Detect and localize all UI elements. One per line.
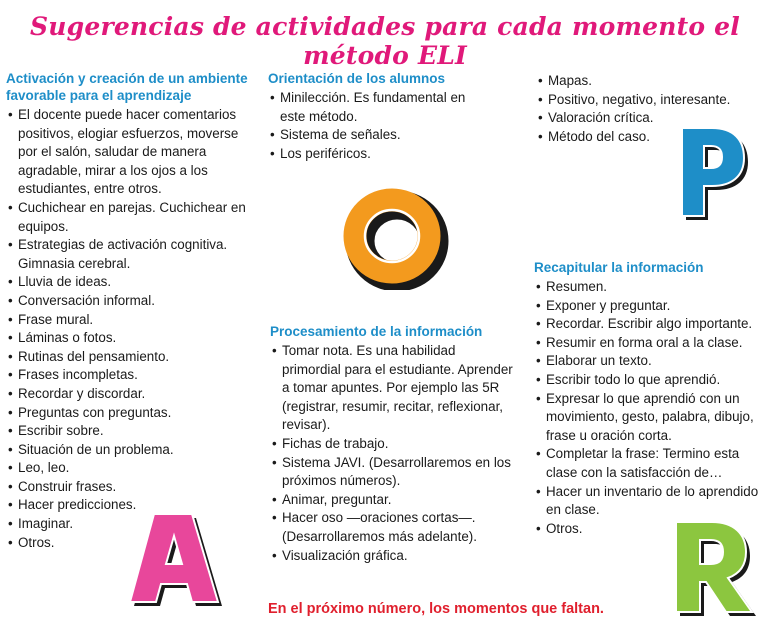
list-item: • Resumen. — [534, 278, 766, 297]
list-item: • Tomar nota. Es una habilidad primordial para el estudiante. Aprender a tomar apuntes. Por ejemplo las 5R (registrar, resumir, recitar, reflexionar, revisar). — [270, 342, 514, 435]
letter-r-graphic — [666, 516, 760, 620]
section-heading-recapitular: Recapitular la información — [534, 260, 704, 275]
list-item: • Leo, leo. — [6, 459, 250, 478]
section-recapitular — [534, 259, 766, 538]
list-item: • Imaginar. — [6, 515, 250, 534]
section-procesamiento — [270, 323, 514, 565]
list-item: • Frases incompletas. — [6, 366, 250, 385]
list-item: • Conversación informal. — [6, 292, 250, 311]
list-item: • Hacer un inventario de lo aprendido en clase. — [534, 483, 766, 520]
list-item: • Recordar y discordar. — [6, 385, 250, 404]
list-item: • Láminas o fotos. — [6, 329, 250, 348]
list-item: • Escribir todo lo que aprendió. — [534, 371, 766, 390]
list-item: • Otros. — [534, 520, 766, 539]
list-item: • Animar, preguntar. — [270, 491, 514, 510]
list-item: • Construir frases. — [6, 478, 250, 497]
page-title: Sugerencias de actividades para cada momento el método ELI — [30, 12, 740, 70]
list-item: • Estrategias de activación cognitiva. Gimnasia cerebral. — [6, 236, 250, 273]
list-item: • Escribir sobre. — [6, 422, 250, 441]
list-item: • Valoración crítica. — [536, 109, 756, 128]
list-item: • Otros. — [6, 534, 250, 553]
letter-r-shape — [676, 522, 752, 612]
list-activacion — [6, 106, 250, 552]
letter-a-shape — [130, 514, 218, 602]
letter-p-graphic — [668, 118, 750, 224]
list-item: • Frase mural. — [6, 311, 250, 330]
list-item: • Preguntas con preguntas. — [6, 404, 250, 423]
list-item: • Resumir en forma oral a la clase. — [534, 334, 766, 353]
list-procesamiento — [270, 342, 514, 565]
list-item: • Completar la frase: Termino esta clase con la satisfacción de… — [534, 445, 766, 482]
list-item: • Rutinas del pensamiento. — [6, 348, 250, 367]
letter-a-graphic — [126, 506, 224, 610]
list-item: • Visualización gráfica. — [270, 547, 514, 566]
list-item: • Expresar lo que aprendió con un movimiento, gesto, palabra, dibujo, frase u oración corta. — [534, 390, 766, 446]
list-recapitular — [534, 278, 766, 538]
list-item: • Positivo, negativo, interesante. — [536, 91, 756, 110]
section-orientacion — [268, 70, 484, 163]
section-heading-activacion: Activación y creación de un ambiente favorable para el aprendizaje — [6, 71, 248, 103]
list-item: • Método del caso. — [536, 128, 756, 147]
footer-note: En el próximo número, los momentos que faltan. — [268, 601, 604, 617]
list-item: • El docente puede hacer comentarios positivos, elogiar esfuerzos, moverse por el salón, saludar de manera agradable, mirar a los ojos a los estudiantes, entre otros. — [6, 106, 250, 199]
list-item: • Minilección. Es fundamental en este método. — [268, 89, 484, 126]
section-heading-orientacion: Orientación de los alumnos — [268, 71, 446, 86]
list-orientacion — [268, 89, 484, 163]
list-item: • Fichas de trabajo. — [270, 435, 514, 454]
list-item: • Sistema JAVI. (Desarrollaremos en los próximos números). — [270, 454, 514, 491]
list-item: • Hacer oso —oraciones cortas—. (Desarrollaremos más adelante). — [270, 509, 514, 546]
section-heading-procesamiento: Procesamiento de la información — [270, 324, 483, 339]
list-item: • Hacer predicciones. — [6, 496, 250, 515]
section-activacion — [6, 70, 250, 552]
list-item: • Lluvia de ideas. — [6, 273, 250, 292]
list-item: • Elaborar un texto. — [534, 352, 766, 371]
list-item: • Cuchichear en parejas. Cuchichear en equipos. — [6, 199, 250, 236]
list-item: • Los periféricos. — [268, 145, 484, 164]
list-item: • Exponer y preguntar. — [534, 297, 766, 316]
letter-o-graphic — [340, 186, 450, 290]
letter-p-shape — [682, 128, 744, 216]
list-item: • Situación de un problema. — [6, 441, 250, 460]
list-item: • Mapas. — [536, 72, 756, 91]
list-item: • Sistema de señales. — [268, 126, 484, 145]
list-item: • Recordar. Escribir algo importante. — [534, 315, 766, 334]
